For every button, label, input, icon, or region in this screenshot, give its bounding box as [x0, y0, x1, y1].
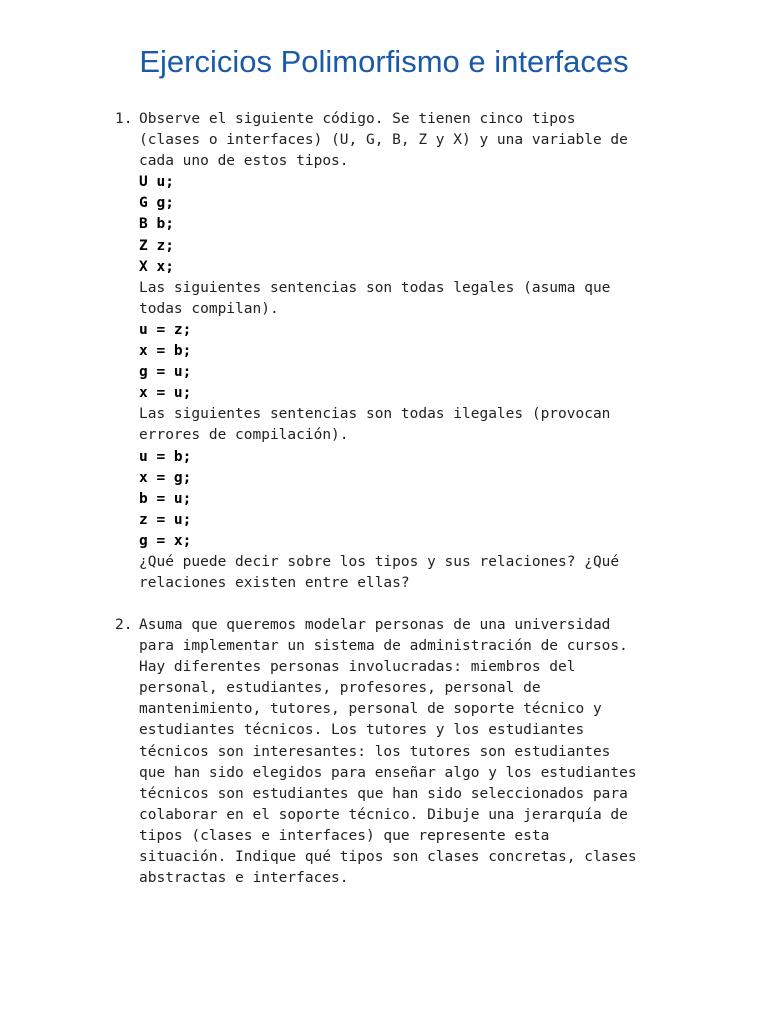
list-number: 1. [115, 111, 133, 127]
code-line: Z z; [139, 237, 174, 254]
text-line: Asuma que queremos modelar personas de una universidad [139, 617, 611, 633]
text-line: (clases o interfaces) (U, G, B, Z y X) y una variable de [139, 132, 628, 149]
text-line: situación. Indique qué tipos son clases concretas, clases [139, 849, 637, 866]
exercise-text [139, 615, 637, 889]
text-line: mantenimiento, tutores, personal de soporte técnico y [139, 701, 602, 718]
text-line: Las siguientes sentencias son todas ilegales (provocan [139, 406, 611, 423]
code-line: U u; [139, 174, 174, 191]
text-line: personal, estudiantes, profesores, personal de [139, 680, 541, 697]
text-line: relaciones existen entre ellas? [139, 575, 410, 592]
text-line: tipos (clases e interfaces) que represente esta [139, 827, 550, 844]
code-line: x = b; [139, 343, 192, 360]
text-line: cada uno de estos tipos. [139, 153, 349, 170]
text-line: Hay diferentes personas involucradas: miembros del [139, 659, 576, 676]
code-line: z = u; [139, 511, 192, 528]
text-line: técnicos son interesantes: los tutores son estudiantes [139, 743, 611, 760]
code-line: g = x; [139, 532, 192, 549]
code-line: u = z; [139, 321, 192, 338]
text-line: errores de compilación). [139, 427, 349, 444]
code-line: x = u; [139, 385, 192, 402]
code-line: u = b; [139, 448, 192, 465]
text-line: Las siguientes sentencias son todas legales (asuma que [139, 279, 611, 296]
text-line: que han sido elegidos para enseñar algo y los estudiantes [139, 764, 637, 781]
exercise-text [139, 109, 628, 594]
text-line: ¿Qué puede decir sobre los tipos y sus relaciones? ¿Qué [139, 553, 620, 570]
text-line: todas compilan). [139, 300, 279, 317]
text-line: técnicos son estudiantes que han sido seleccionados para [139, 785, 628, 802]
code-line: B b; [139, 216, 174, 233]
page-title: Ejercicios Polimorfismo e interfaces [139, 44, 629, 79]
text-line: colaborar en el soporte técnico. Dibuje una jerarquía de [139, 806, 628, 823]
code-line: X x; [139, 258, 174, 275]
text-line: para implementar un sistema de administración de cursos. [139, 638, 628, 655]
code-line: b = u; [139, 490, 192, 507]
text-line: Observe el siguiente código. Se tienen cinco tipos [139, 111, 576, 127]
text-line: abstractas e interfaces. [139, 870, 349, 887]
list-number: 2. [115, 617, 133, 633]
code-line: g = u; [139, 364, 192, 381]
code-line: x = g; [139, 469, 192, 486]
code-line: G g; [139, 195, 174, 212]
text-line: estudiantes técnicos. Los tutores y los estudiantes [139, 722, 585, 739]
